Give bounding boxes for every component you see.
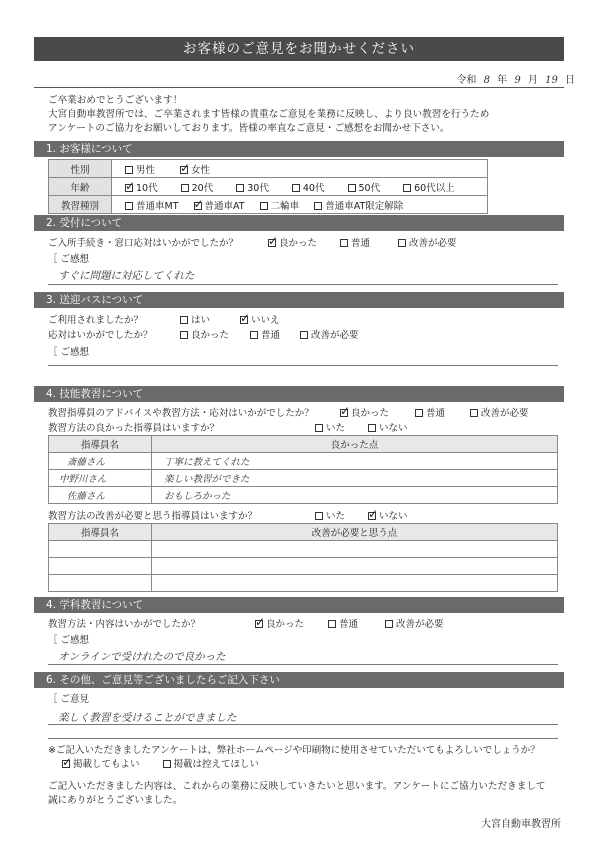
checkbox-good-no[interactable]: [368, 424, 376, 432]
consent-block: [48, 744, 540, 772]
option-label: 50代: [358, 182, 381, 194]
checkbox-age-30s[interactable]: [236, 184, 244, 192]
checkbox-bus-no[interactable]: [240, 316, 248, 324]
checkbox-female[interactable]: [180, 166, 188, 174]
other-comment-label: ［ ご意見: [48, 694, 90, 705]
year-unit: 年: [497, 75, 508, 86]
option-label: 20代: [191, 182, 214, 194]
classroom-comment[interactable]: オンラインで受けれたので良かった: [58, 651, 226, 663]
option-label: 10代: [136, 182, 158, 194]
classroom-question: 教習方法・内容はいかがでしたか？: [48, 619, 201, 630]
form-title: お客様のご意見をお聞かせください: [34, 37, 564, 61]
comment-line: [48, 365, 558, 366]
option-label: 女性: [191, 164, 211, 176]
option-label: 改善が必要: [311, 330, 359, 341]
option-label: 改善が必要: [396, 619, 444, 630]
label-text: ご意見: [60, 694, 90, 705]
checkbox-age-10s[interactable]: [125, 184, 133, 192]
option-label: 普通: [261, 330, 281, 341]
table-row: [49, 453, 558, 470]
checkbox-class-good[interactable]: [255, 620, 263, 628]
day-value[interactable]: 19: [545, 75, 558, 86]
other-comment[interactable]: 楽しく教習を受けることができました: [58, 712, 237, 724]
option-label: 掲載は控えてほしい: [173, 759, 260, 770]
option-label: 普通: [351, 238, 371, 249]
empty-cell[interactable]: [152, 558, 558, 575]
checkbox-reception-normal[interactable]: [340, 239, 348, 247]
checkbox-reception-good[interactable]: [268, 239, 276, 247]
footer-line: 誠にありがとうございました。: [48, 795, 183, 806]
checkbox-good-yes[interactable]: [315, 424, 323, 432]
good-instructor-question: 教習方法の良かった指導員はいますか？: [48, 423, 220, 434]
checkbox-age-50s[interactable]: [348, 184, 356, 192]
option-label: 良かった: [279, 238, 318, 249]
good-point[interactable]: 丁寧に教えてくれた: [152, 453, 558, 470]
month-value[interactable]: 9: [514, 75, 521, 86]
option-label: 普通: [426, 408, 446, 419]
label-text: ご感想: [60, 254, 90, 265]
checkbox-consent-no[interactable]: [163, 760, 171, 768]
option-label: 改善が必要: [409, 238, 457, 249]
section-bus-heading: 3. 送迎バスについて: [34, 292, 564, 308]
day-unit: 日: [565, 75, 575, 86]
option-label: 40代: [302, 182, 325, 194]
section-customer-heading: 1. お客様について: [34, 141, 564, 157]
organization-name: 大宮自動車教習所: [481, 819, 561, 830]
bad-instructor-question: 教習方法の改善が必要と思う指導員はいますか？: [48, 511, 258, 522]
month-unit: 月: [527, 75, 538, 86]
option-label: 普通車AT: [204, 200, 245, 212]
table-row: [49, 470, 558, 487]
checkbox-bus-yes[interactable]: [180, 316, 188, 324]
option-label: 二輪車: [270, 200, 300, 212]
section-other-heading: 6. その他、ご意見等ございましたらご記入下さい: [34, 672, 564, 688]
instructor-name[interactable]: 斎藤さん: [49, 453, 152, 470]
option-label: 60代以上: [414, 182, 455, 194]
age-options: [112, 178, 488, 196]
classroom-comment-label: ［ ご感想: [48, 635, 90, 646]
checkbox-bus-normal[interactable]: [250, 331, 258, 339]
bad-instructor-table: [48, 523, 558, 592]
checkbox-reception-improve[interactable]: [398, 239, 406, 247]
col-instructor: 指導員名: [49, 524, 152, 541]
empty-cell[interactable]: [49, 558, 152, 575]
age-label: 年齢: [49, 178, 112, 196]
date: [452, 71, 575, 86]
good-point[interactable]: おもしろかった: [152, 487, 558, 504]
era: 令和: [456, 75, 477, 86]
bus-comment-label: ［ ご感想: [48, 347, 90, 358]
checkbox-age-40s[interactable]: [292, 184, 300, 192]
checkbox-skill-good[interactable]: [340, 409, 348, 417]
empty-cell[interactable]: [49, 541, 152, 558]
checkbox-age-60s-plus[interactable]: [403, 184, 411, 192]
reception-comment[interactable]: すぐに問題に対応してくれた: [58, 270, 195, 282]
consent-question: ※ご記入いただきましたアンケートは、弊社ホームページや印刷物に使用させていただいてもよろしいでしょうか？: [48, 745, 540, 756]
bus-service-question: 応対はいかがでしたか？: [48, 330, 153, 341]
intro-text: [48, 94, 568, 136]
checkbox-bad-yes[interactable]: [315, 512, 323, 520]
checkbox-skill-improve[interactable]: [470, 409, 478, 417]
option-label: 良かった: [191, 330, 230, 341]
footer-text: [48, 780, 568, 808]
reception-comment-label: ［ ご感想: [48, 254, 90, 265]
customer-table: [48, 159, 488, 214]
intro-line: ご卒業おめでとうございます！: [48, 95, 183, 106]
option-label: 改善が必要: [481, 408, 529, 419]
option-label: 普通車AT限定解除: [325, 200, 404, 212]
label-text: ご感想: [60, 347, 90, 358]
empty-cell[interactable]: [152, 575, 558, 592]
gender-label: 性別: [49, 160, 112, 178]
reception-question: ご入所手続き・窓口応対はいかがでしたか？: [48, 238, 239, 249]
comment-line: [48, 738, 558, 739]
section-classroom-heading: 4. 学科教習について: [34, 597, 564, 613]
year-value[interactable]: 8: [483, 75, 490, 86]
option-label: いない: [379, 423, 408, 434]
checkbox-class-improve[interactable]: [385, 620, 393, 628]
table-row: [49, 541, 558, 558]
course-options: [112, 196, 488, 214]
checkbox-motorcycle[interactable]: [260, 202, 268, 210]
checkbox-bus-improve[interactable]: [300, 331, 308, 339]
option-label: 掲載してもよい: [73, 759, 140, 770]
good-instructor-table: [48, 435, 558, 504]
option-label: いた: [326, 511, 346, 522]
checkbox-at-limit-removal[interactable]: [314, 202, 322, 210]
col-instructor: 指導員名: [49, 436, 152, 453]
option-label: はい: [191, 315, 211, 326]
intro-line: 大宮自動車教習所では、ご卒業されます皆様の貴重なご意見を業務に反映し、より良い教習を行うため: [48, 109, 490, 120]
label-text: ご感想: [60, 635, 90, 646]
good-point[interactable]: 楽しい教習ができた: [152, 470, 558, 487]
instructor-name[interactable]: 中野川さん: [49, 470, 152, 487]
checkbox-age-20s[interactable]: [181, 184, 189, 192]
comment-line: [48, 724, 558, 725]
empty-cell[interactable]: [152, 541, 558, 558]
option-label: 普通: [339, 619, 359, 630]
intro-line: アンケートのご協力をお願いしております。皆様の率直なご意見・ご感想をお聞かせ下さい。: [48, 123, 450, 134]
checkbox-consent-yes[interactable]: [62, 760, 70, 768]
checkbox-skill-normal[interactable]: [415, 409, 423, 417]
checkbox-class-normal[interactable]: [328, 620, 336, 628]
section-skill-heading: 4. 技能教習について: [34, 386, 564, 402]
empty-cell[interactable]: [49, 575, 152, 592]
option-label: いた: [326, 423, 346, 434]
checkbox-at[interactable]: [194, 202, 202, 210]
course-label: 教習種別: [49, 196, 112, 214]
option-label: 30代: [247, 182, 269, 194]
skill-question: 教習指導員のアドバイスや教習方法・応対はいかがでしたか？: [48, 408, 314, 419]
option-label: いない: [379, 511, 408, 522]
checkbox-bus-good[interactable]: [180, 331, 188, 339]
option-label: いいえ: [251, 315, 280, 326]
checkbox-male[interactable]: [125, 166, 133, 174]
table-row: [49, 575, 558, 592]
option-label: 男性: [136, 164, 156, 176]
section-reception-heading: 2. 受付について: [34, 215, 564, 231]
option-label: 良かった: [351, 408, 390, 419]
col-good-point: 良かった点: [152, 436, 558, 453]
table-row: [49, 487, 558, 504]
option-label: 普通車MT: [136, 200, 179, 212]
comment-line: [48, 284, 558, 285]
checkbox-mt[interactable]: [125, 202, 133, 210]
footer-line: ご記入いただきました内容は、これからの業務に反映していきたいと思います。アンケートにご協力いただきまして: [48, 781, 546, 792]
gender-options: [112, 160, 488, 178]
col-bad-point: 改善が必要と思う点: [152, 524, 558, 541]
checkbox-bad-no[interactable]: [368, 512, 376, 520]
instructor-name[interactable]: 佐藤さん: [49, 487, 152, 504]
comment-line: [48, 664, 558, 665]
table-row: [49, 558, 558, 575]
bus-use-question: ご利用されましたか？: [48, 315, 144, 326]
option-label: 良かった: [266, 619, 305, 630]
